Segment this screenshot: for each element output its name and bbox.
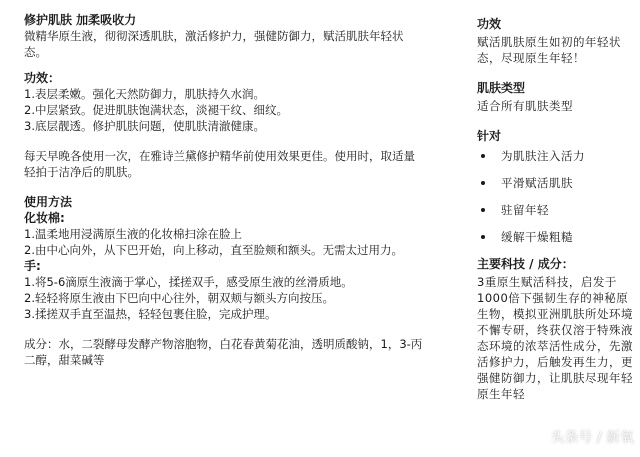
ingredients-text: 成分：水，二裂酵母发酵产物溶胞物，白花春黄菊花油，透明质酸钠，1，3-丙二醇，甜菜碱等 bbox=[24, 337, 423, 367]
product-description-column bbox=[24, 12, 424, 368]
effects-heading: 功效： bbox=[24, 71, 61, 85]
hand-step: 3.揉搓双手直至温热，轻轻包裹住脸，完成护理。 bbox=[24, 307, 277, 321]
skin-type-text: 适合所有肌肤类型 bbox=[477, 99, 573, 113]
effect-item: 3.底层靓透。修护肌肤问题，使肌肤清澈健康。 bbox=[24, 119, 265, 133]
cotton-step: 2.由中心向外，从下巴开始，向上移动，直至脸颊和额头。无需太过用力。 bbox=[24, 243, 403, 257]
target-item: 缓解干燥粗糙 bbox=[477, 229, 637, 245]
watermark: 头条号 / 新氧 bbox=[550, 430, 634, 446]
target-item: 驻留年轻 bbox=[477, 202, 637, 218]
product-summary-column bbox=[477, 16, 637, 402]
tech-heading: 主要科技 / 成分： bbox=[477, 257, 574, 271]
effect-text: 赋活肌肤原生如初的年轻状态，尽现原生年轻！ bbox=[477, 35, 621, 65]
hand-heading: 手: bbox=[24, 259, 41, 273]
target-item: 平滑赋活肌肤 bbox=[477, 175, 637, 191]
usage-note: 每天早晚各使用一次，在雅诗兰黛修护精华前使用效果更佳。使用时，取适量轻拍于洁净后的肌肤。 bbox=[24, 149, 415, 179]
product-title: 修护肌肤 加柔吸收力 bbox=[24, 13, 137, 27]
target-list bbox=[477, 148, 637, 245]
hand-step: 1.将5-6滴原生液滴于掌心，揉搓双手，感受原生液的丝滑质地。 bbox=[24, 275, 353, 289]
effect-heading: 功效 bbox=[477, 17, 502, 31]
target-item: 为肌肤注入活力 bbox=[477, 148, 637, 164]
skin-type-heading: 肌肤类型 bbox=[477, 81, 526, 95]
cotton-step: 1.温柔地用浸满原生液的化妆棉扫涂在脸上 bbox=[24, 227, 242, 241]
usage-heading: 使用方法 bbox=[24, 195, 73, 209]
effect-item: 2.中层紧致。促进肌肤饱满状态，淡褪干纹、细纹。 bbox=[24, 103, 288, 117]
intro-text: 微精华原生液，彻彻深透肌肤，激活修护力，强健防御力，赋活肌肤年轻状态。 bbox=[24, 29, 404, 59]
effect-item: 1.表层柔嫩。强化天然防御力，肌肤持久水润。 bbox=[24, 87, 265, 101]
target-heading: 针对 bbox=[477, 129, 502, 143]
cotton-heading: 化妆棉: bbox=[24, 211, 65, 225]
hand-step: 2.轻轻将原生液由下巴向中心往外，朝双颊与额头方向按压。 bbox=[24, 291, 334, 305]
tech-text: 3重原生赋活科技，启发于1000倍下强韧生存的神秘原生物，模拟亚洲肌肤所处环境不懈专研，终获仅溶于特殊液态环境的浓萃活性成分，先激活修护力，后触发再生力，更强健防御力，让肌肤尽现年轻原生年轻 bbox=[477, 275, 633, 401]
